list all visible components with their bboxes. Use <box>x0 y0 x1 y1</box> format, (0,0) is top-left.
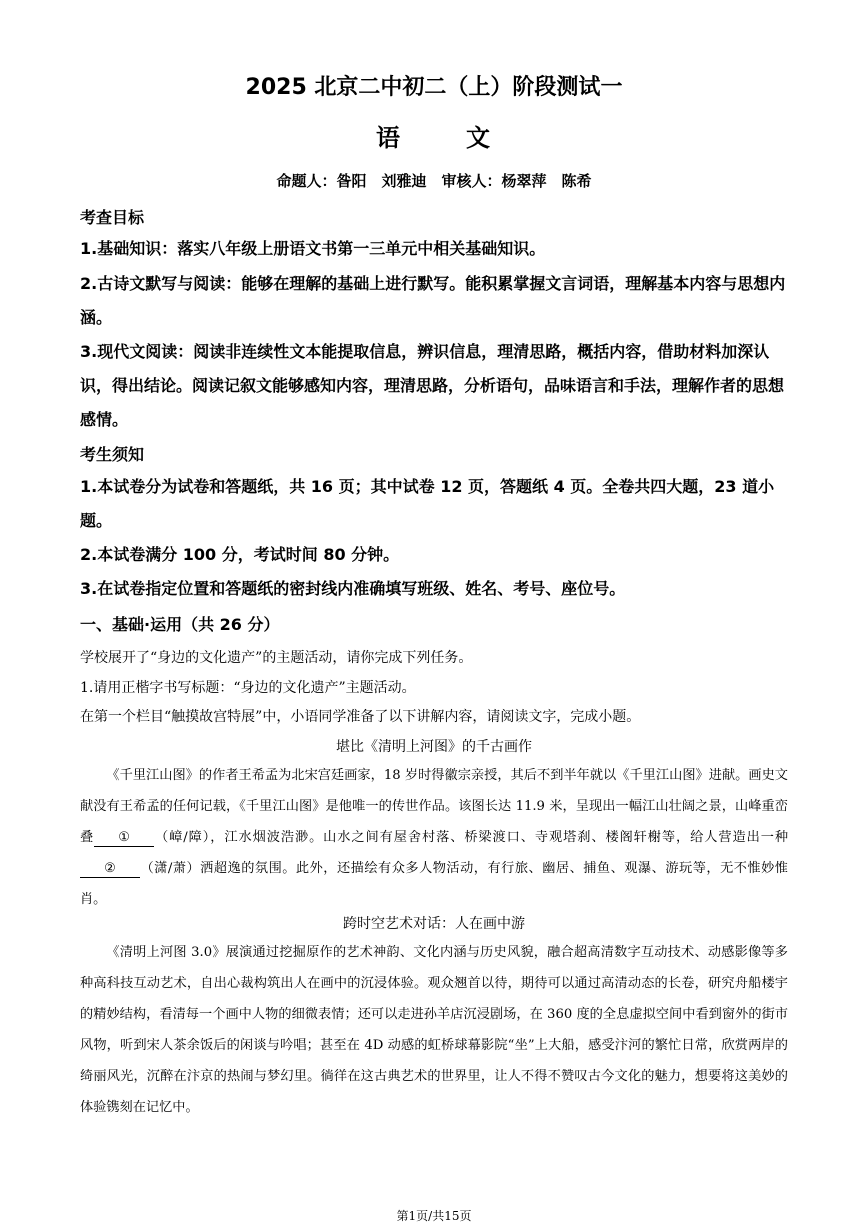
section-1-heading: 一、基础·运用（共 26 分） <box>80 615 280 634</box>
question-1-context: 在第一个栏目“触摸故宫特展”中，小语同学准备了以下讲解内容，请阅读文字，完成小题。 <box>80 709 641 725</box>
objectives-heading: 考查目标 <box>80 208 145 227</box>
objective-item-1: 1.基础知识：落实八年级上册语文书第一三单元中相关基础知识。 <box>80 239 546 258</box>
subject-title <box>0 118 868 153</box>
notice-heading: 考生须知 <box>80 445 145 464</box>
subject-char-2: 文 <box>466 124 492 152</box>
exam-title: 2025 北京二中初二（上）阶段测试一 <box>245 75 623 100</box>
objective-item-2: 2.古诗文默写与阅读：能够在理解的基础上进行默写。能积累掌握文言词语，理解基本内容与思想内涵。 <box>80 274 786 327</box>
passage-1-title: 堪比《清明上河图》的千古画作 <box>336 739 532 755</box>
section-1-intro: 学校展开了“身边的文化遗产”的主题活动，请你完成下列任务。 <box>80 650 473 666</box>
blank-2: ② <box>80 861 140 878</box>
notice-item-2: 2.本试卷满分 100 分，考试时间 80 分钟。 <box>80 545 400 564</box>
authors-line: 命题人：昝阳 刘雅迪 审核人：杨翠萍 陈希 <box>276 172 592 190</box>
passage-1-part-1: 《千里江山图》的作者王希孟为北宋宫廷画家，18 岁时得徽宗亲授，其后不到半年就以《千里江山图》进献。画史文献没有王希孟的任何记载，《千里江山图》是他唯一的传世作品。该图长达 11.9 米，呈现出一幅江山壮阔之景，山峰重峦叠 <box>80 768 788 845</box>
passage-1-text <box>80 760 788 915</box>
subject-char-1: 语 <box>376 124 402 152</box>
passage-1-part-2: （嶂/障），江水烟波浩渺。山水之间有屋舍村落、桥梁渡口、寺观塔刹、楼阁轩榭等，给人营造出一种 <box>154 830 789 845</box>
objective-item-3: 3.现代文阅读：阅读非连续性文本能提取信息，辨识信息，理清思路，概括内容，借助材料加深认识，得出结论。阅读记叙文能够感知内容，理清思路，分析语句，品味语言和手法，理解作者的思想感情。 <box>80 342 785 429</box>
passage-2-text: 《清明上河图 3.0》展演通过挖掘原作的艺术神韵、文化内涵与历史风貌，融合超高清数字互动技术、动感影像等多种高科技互动艺术，自出心裁构筑出人在画中的沉浸体验。观众翘首以待，期待可以通过高清动态的长卷，研究舟船楼宇的精妙结构，看清每一个画中人物的细微表情；还可以走进孙羊店沉浸剧场，在 360 度的全息虚拟空间中看到窗外的街市风物，听到宋人茶余饭后的闲谈与吟唱；甚至在 4D 动感的虹桥球幕影院“坐”上大船，感受汴河的繁忙日常，欣赏两岸的绮丽风光，沉醉在汴京的热闹与梦幻里。徜徉在这古典艺术的世界里，让人不得不赞叹古今文化的魅力，想要将这美妙的体验镌刻在记忆中。 <box>80 945 788 1115</box>
page-number: 第1页/共15页 <box>396 1209 472 1223</box>
blank-1: ① <box>94 830 154 847</box>
notice-item-1: 1.本试卷分为试卷和答题纸，共 16 页；其中试卷 12 页，答题纸 4 页。全卷共四大题，23 道小题。 <box>80 477 775 530</box>
passage-1-part-3: （潇/萧）洒超逸的氛围。此外，还描绘有众多人物活动，有行旅、幽居、捕鱼、观瀑、游玩等，无不惟妙惟肖。 <box>80 861 788 907</box>
question-1: 1.请用正楷字书写标题：“身边的文化遗产”主题活动。 <box>80 680 416 696</box>
notice-item-3: 3.在试卷指定位置和答题纸的密封线内准确填写班级、姓名、考号、座位号。 <box>80 579 626 598</box>
passage-2-title: 跨时空艺术对话：人在画中游 <box>343 916 525 932</box>
